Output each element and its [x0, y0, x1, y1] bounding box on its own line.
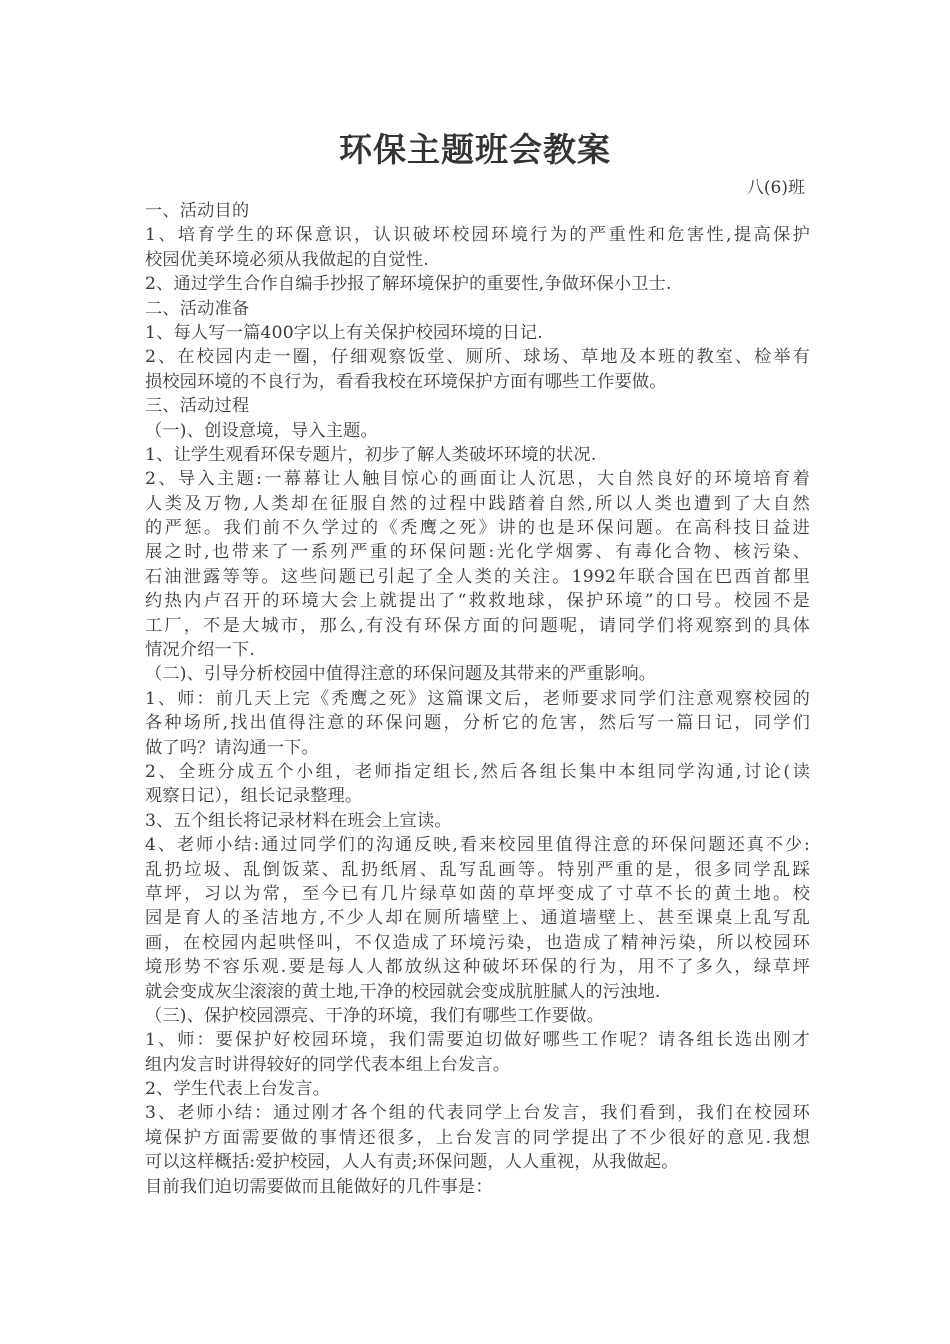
text-line: （三)、保护校园漂亮、干净的环境，我们有哪些工作要做。 [145, 1005, 604, 1026]
text-line: 约热内卢召开的环境大会上就提出了“救救地球，保护环境”的口号。校园不是 [145, 591, 810, 612]
text-line: 1、师：前几天上完《秃鹰之死》这篇课文后，老师要求同学们注意观察校园的 [145, 688, 810, 709]
text-line: 校园优美环境必须从我做起的自觉性. [145, 249, 429, 270]
text-line: 1、师：要保护好校园环境，我们需要迫切做好哪些工作呢？请各组长选出刚才 [145, 1030, 810, 1051]
class-name: 八(6)班 [746, 178, 805, 198]
text-line: 画，在校园内起哄怪叫，不仅造成了环境污染，也造成了精神污染，所以校园环 [145, 932, 810, 953]
text-line: （一)、创设意境，导入主题。 [145, 420, 378, 441]
text-line: 工厂，不是大城市，那么,有没有环保方面的问题呢，请同学们将观察到的具体 [145, 615, 810, 636]
text-line: 2、全班分成五个小组，老师指定组长,然后各组长集中本组同学沟通,讨论(读 [145, 761, 810, 782]
document-title: 环保主题班会教案 [339, 130, 611, 169]
text-line: 1、培育学生的环保意识，认识破坏校园环境行为的严重性和危害性,提高保护 [145, 225, 810, 246]
text-line: 组内发言时讲得较好的同学代表本组上台发言。 [145, 1054, 511, 1075]
text-line: 2、学生代表上台发言。 [145, 1079, 331, 1100]
text-line: 4、老师小结:通过同学们的沟通反映,看来校园里值得注意的环保问题还真不少: [145, 835, 810, 856]
text-line: 展之时,也带来了一系列严重的环保问题:光化学烟雾、有毒化合物、核污染、 [145, 542, 810, 563]
text-line: 石油泄露等等。这些问题已引起了全人类的关注。1992年联合国在巴西首都里 [145, 566, 810, 587]
text-line: 2、通过学生合作自编手抄报了解环境保护的重要性,争做环保小卫士. [145, 274, 672, 295]
text-line: 3、老师小结：通过刚才各个组的代表同学上台发言，我们看到，我们在校园环 [145, 1103, 810, 1124]
text-line: 境形势不容乐观.要是每人人都放纵这种破坏环保的行为，用不了多久，绿草坪 [145, 957, 810, 978]
text-line: 各种场所,找出值得注意的环保问题，分析它的危害，然后写一篇日记，同学们 [145, 713, 810, 734]
text-line: 的严惩。我们前不久学过的《秃鹰之死》讲的也是环保问题。在高科技日益进 [145, 518, 810, 539]
text-line: 2、在校园内走一圈，仔细观察饭堂、厕所、球场、草地及本班的教室、检举有 [145, 347, 810, 368]
text-line: 3、五个组长将记录材料在班会上宣读。 [145, 810, 452, 831]
text-line: 1、让学生观看环保专题片，初步了解人类破坏环境的状况. [145, 444, 597, 465]
text-line: 境保护方面需要做的事情还很多，上台发言的同学提出了不少很好的意见.我想 [145, 1127, 810, 1148]
text-line: 1、每人写一篇400字以上有关保护校园环境的日记. [145, 322, 543, 343]
text-line: 观察日记），组长记录整理。 [145, 786, 363, 807]
document-body [145, 199, 810, 1199]
text-line: 做了吗？请沟通一下。 [145, 737, 319, 758]
text-line: 情况介绍一下. [145, 640, 255, 661]
text-line: 园是育人的圣洁地方,不少人却在厕所墙壁上、通道墙壁上、甚至课桌上乱写乱 [145, 908, 810, 929]
text-line: 人类及万物,人类却在征服自然的过程中践踏着自然,所以人类也遭到了大自然 [145, 493, 810, 514]
text-line: 损校园环境的不良行为，看看我校在环境保护方面有哪些工作要做。 [145, 371, 667, 392]
text-line: 草坪，习以为常，至今已有几片绿草如茵的草坪变成了寸草不长的黄土地。校 [145, 883, 810, 904]
section-heading: 一、活动目的 [145, 201, 250, 221]
text-line: 2、导入主题:一幕幕让人触目惊心的画面让人沉思，大自然良好的环境培育着 [145, 469, 810, 490]
text-line: （二)、引导分析校园中值得注意的环保问题及其带来的严重影响。 [145, 664, 657, 685]
section-heading: 三、活动过程 [145, 396, 250, 417]
text-line: 乱扔垃圾、乱倒饭菜、乱扔纸屑、乱写乱画等。特别严重的是，很多同学乱踩 [145, 859, 810, 880]
text-line: 就会变成灰尘滚滚的黄土地,干净的校园就会变成肮脏腻人的污浊地. [145, 981, 661, 1002]
section-heading: 二、活动准备 [145, 298, 250, 319]
text-line: 可以这样概括:爱护校园，人人有责;环保问题，人人重视，从我做起。 [145, 1152, 679, 1173]
text-line: 目前我们迫切需要做而且能做好的几件事是： [145, 1176, 493, 1197]
